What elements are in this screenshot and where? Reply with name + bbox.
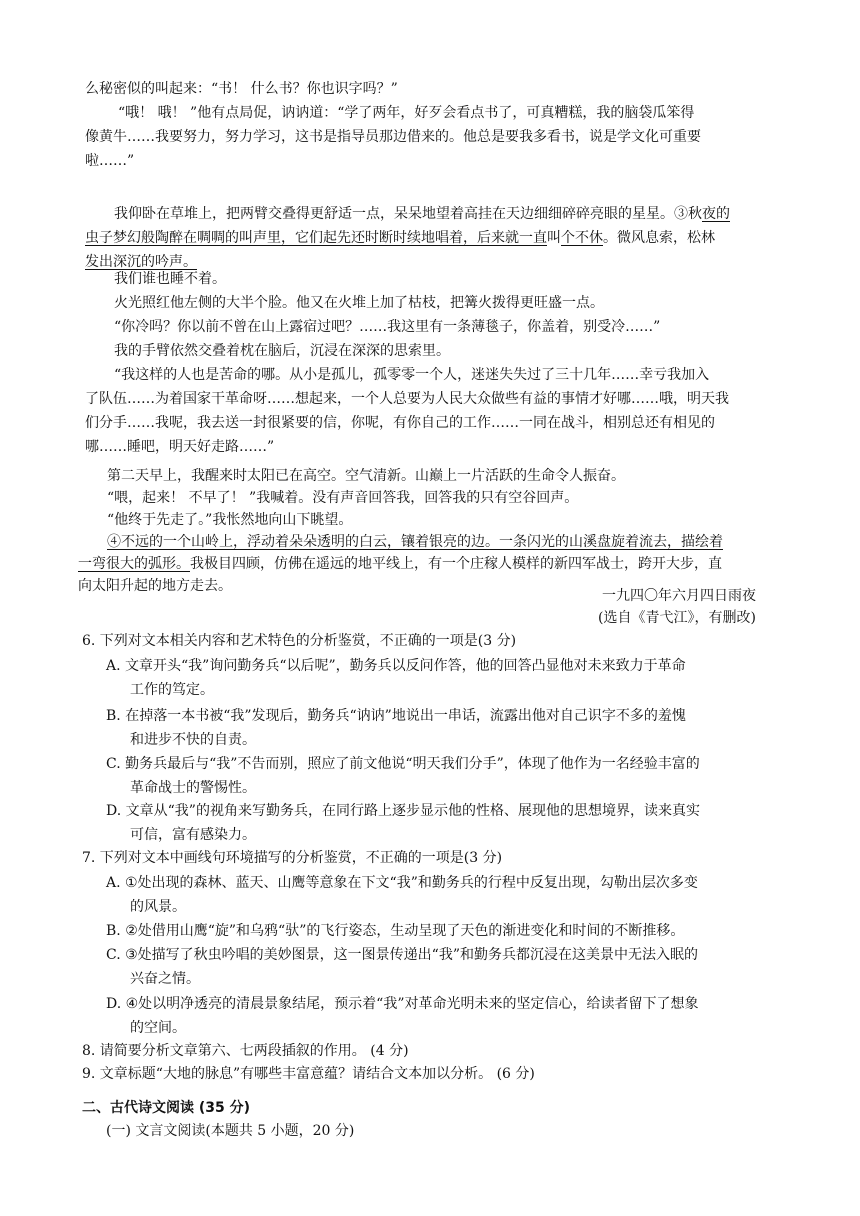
passage-line: 火光照红他左侧的大半个脸。他又在火堆上加了枯枝，把篝火拨得更旺盛一点。 bbox=[114, 295, 604, 311]
passage-line: 第二天早上，我醒来时太阳已在高空。空气清新。山巅上一片活跃的生命令人振奋。 bbox=[107, 468, 625, 484]
passage-line: 我们谁也睡不着。 bbox=[114, 271, 226, 287]
underlined-sentence-3: 个不休 bbox=[561, 230, 603, 246]
underlined-sentence-4: 一弯很大的弧形。 bbox=[78, 556, 190, 572]
passage-line: 们分手……我呢，我去送一封很紧要的信，你呢，有你自己的工作……一同在战斗，相别总还有相见的 bbox=[85, 415, 715, 431]
q7-option-a: A. ①处出现的森林、蓝天、山鹰等意象在下文“我”和勤务兵的行程中反复出现，勾勒出层次多变 bbox=[106, 875, 698, 891]
underlined-sentence-4: ④不远的一个山岭上，浮动着朵朵透明的白云，镶着银亮的边。一条闪光的山溪盘旋着流去，描绘着 bbox=[107, 534, 723, 550]
q6-option-d: 可信，富有感染力。 bbox=[130, 827, 256, 843]
passage-line: “我这样的人也是苦命的哪。从小是孤儿，孤零零一个人，迷迷失失过了三十几年……幸亏我加入 bbox=[114, 367, 710, 383]
passage-line: “你冷吗？你以前不曾在山上露宿过吧？……我这里有一条薄毯子，你盖着，别受冷……” bbox=[114, 319, 661, 335]
q6-option-b: B. 在掉落一本书被“我”发现后，勤务兵“讷讷”地说出一串话，流露出他对自己识字不多的羞愧 bbox=[106, 708, 686, 724]
q7-option-c: C. ③处描写了秋虫吟唱的美妙图景，这一图景传递出“我”和勤务兵都沉浸在这美景中无法入眠的 bbox=[106, 947, 698, 963]
q6-option-a: A. 文章开头“我”询问勤务兵“以后呢”，勤务兵以反问作答，他的回答凸显他对未来致力于革命 bbox=[106, 658, 686, 674]
passage-line: “哦！ 哦！ ”他有点局促，讷讷道：“学了两年，好歹会看点书了，可真糟糕，我的脑袋瓜笨得 bbox=[118, 105, 695, 121]
passage-line: 我的手臂依然交叠着枕在脑后，沉浸在深深的思索里。 bbox=[114, 343, 450, 359]
passage-line bbox=[114, 203, 730, 225]
passage-line bbox=[85, 227, 715, 249]
passage-line bbox=[78, 553, 722, 575]
passage-source: (选自《青弋江》，有删改) bbox=[598, 610, 756, 626]
q7-option-a: 的风景。 bbox=[130, 899, 186, 915]
passage-date: 一九四〇年六月四日雨夜 bbox=[602, 588, 756, 604]
underlined-sentence-3: 发出深沉的吟声。 bbox=[85, 254, 197, 270]
q6-option-c: C. 勤务兵最后与“我”不告而别，照应了前文他说“明天我们分手”，体现了他作为一名经验丰富的 bbox=[106, 756, 700, 772]
passage-line: 么秘密似的叫起来：“书！ 什么书？你也识字吗？” bbox=[85, 81, 398, 97]
subsection-heading: (一) 文言文阅读(本题共 5 小题，20 分) bbox=[106, 1123, 355, 1139]
passage-text: 我极目四顾，仿佛在遥远的地平线上，有一个庄稼人模样的新四军战士，跨开大步，直 bbox=[190, 556, 722, 572]
q7-option-b: B. ②处借用山鹰“旋”和乌鸦“驮”的飞行姿态，生动呈现了天色的渐进变化和时间的不断推移。 bbox=[106, 923, 685, 939]
passage-line: 了队伍……为着国家干革命呀……想起来，一个人总要为人民大众做些有益的事情才好哪……哦，明天我 bbox=[85, 391, 729, 407]
passage-line: 像黄牛……我要努力，努力学习，这书是指导员那边借来的。他总是要我多看书，说是学文化可重要 bbox=[85, 129, 701, 145]
passage-text: 我仰卧在草堆上，把两臂交叠得更舒适一点，呆呆地望着高挂在天边细细碎碎亮眼的星星。③秋 bbox=[114, 206, 702, 222]
q6-option-b: 和进步不快的自责。 bbox=[130, 732, 256, 748]
q6-option-c: 革命战士的警惕性。 bbox=[130, 780, 256, 796]
passage-line: “他终于先走了。”我怅然地向山下眺望。 bbox=[107, 512, 353, 528]
passage-text: 叫 bbox=[547, 230, 561, 246]
underlined-sentence-3: 夜的 bbox=[702, 206, 730, 222]
q7-option-c: 兴奋之情。 bbox=[130, 971, 200, 987]
passage-line: 哪……睡吧，明天好走路……” bbox=[85, 439, 275, 455]
underlined-sentence-3: 虫子梦幻般陶醉在啁啁的叫声里，它们起先还时断时续地唱着，后来就一直 bbox=[85, 230, 547, 246]
passage-line: 啦……” bbox=[85, 153, 135, 169]
question-7-stem: 7. 下列对文本中画线句环境描写的分析鉴赏，不正确的一项是(3 分) bbox=[82, 850, 503, 866]
q7-option-d: 的空间。 bbox=[130, 1020, 186, 1036]
passage-text: 。微风息索，松林 bbox=[603, 230, 715, 246]
question-9: 9. 文章标题“大地的脉息”有哪些丰富意蕴？请结合文本加以分析。 (6 分) bbox=[82, 1066, 535, 1082]
q7-option-d: D. ④处以明净透亮的清晨景象结尾，预示着“我”对革命光明未来的坚定信心，给读者留下了想象 bbox=[106, 996, 699, 1012]
passage-line: “喂，起来！ 不早了！ ”我喊着。没有声音回答我，回答我的只有空谷回声。 bbox=[107, 490, 579, 506]
section-heading: 二、古代诗文阅读 (35 分) bbox=[82, 1100, 251, 1116]
question-8: 8. 请简要分析文章第六、七两段插叙的作用。 (4 分) bbox=[82, 1043, 409, 1059]
q6-option-d: D. 文章从“我”的视角来写勤务兵，在同行路上逐步显示他的性格、展现他的思想境界，读来真实 bbox=[106, 803, 700, 819]
passage-line: 向太阳升起的地方走去。 bbox=[78, 578, 232, 594]
q6-option-a: 工作的笃定。 bbox=[130, 682, 214, 698]
passage-line bbox=[107, 531, 723, 553]
question-6-stem: 6. 下列对文本相关内容和艺术特色的分析鉴赏，不正确的一项是(3 分) bbox=[82, 633, 517, 649]
